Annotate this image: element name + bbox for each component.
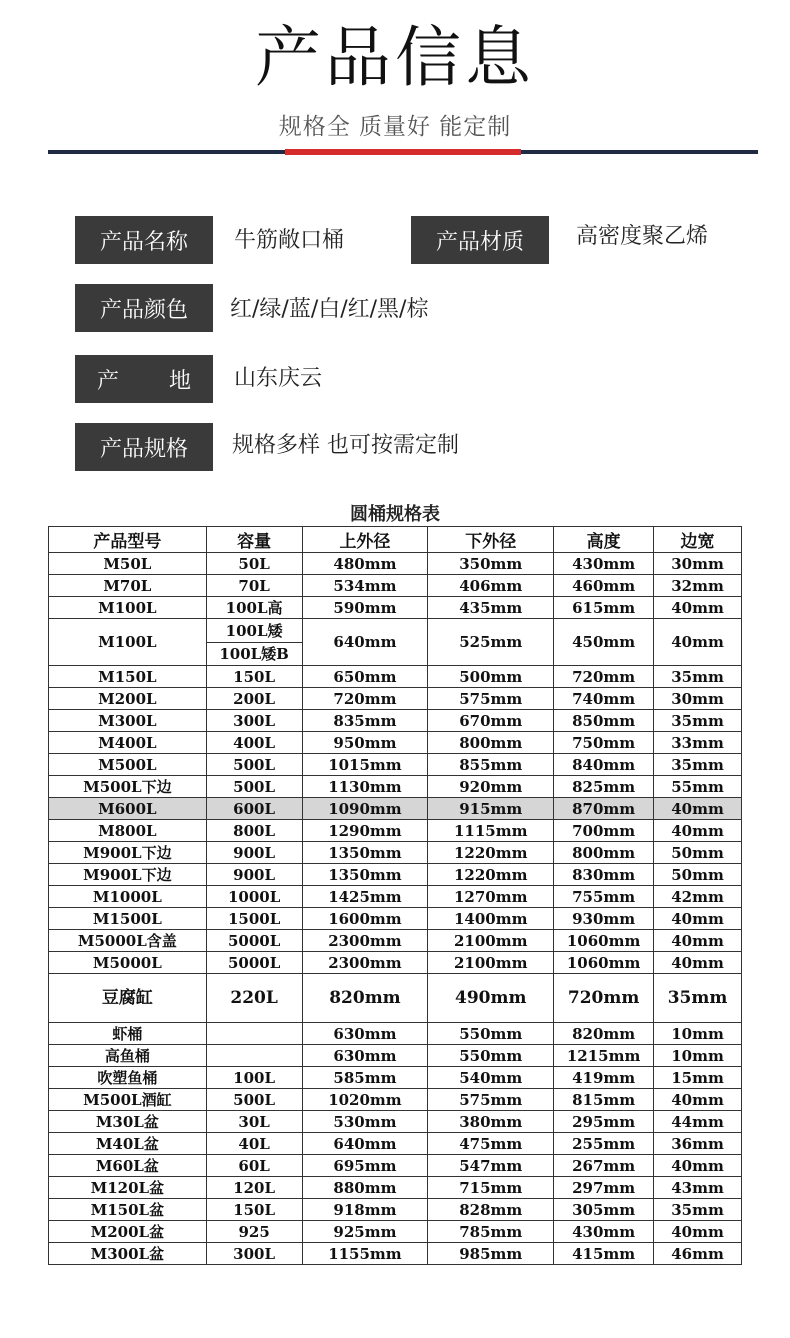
cell-model: M900L下边 [49,842,207,864]
cell-height: 720mm [554,974,654,1023]
cell-top-diameter: 1350mm [302,864,428,886]
capacity-option-b: 100L矮B [207,642,302,665]
product-origin-label [75,355,213,403]
product-material-label: 产品材质 [411,216,549,264]
table-row [49,842,742,864]
cell-model: M1500L [49,908,207,930]
cell-capacity: 500L [206,776,302,798]
table-row [49,1199,742,1221]
cell-height: 430mm [554,1221,654,1243]
table-row [49,666,742,688]
cell-rim-width: 40mm [654,597,742,619]
cell-model: M200L [49,688,207,710]
cell-top-diameter: 925mm [302,1221,428,1243]
cell-capacity: 500L [206,1089,302,1111]
cell-height: 750mm [554,732,654,754]
cell-top-diameter: 720mm [302,688,428,710]
cell-model: M60L盆 [49,1155,207,1177]
cell-capacity: 300L [206,710,302,732]
cell-height: 267mm [554,1155,654,1177]
cell-rim-width: 40mm [654,1089,742,1111]
table-row [49,1111,742,1133]
cell-model: M500L下边 [49,776,207,798]
cell-capacity: 1000L [206,886,302,908]
table-row [49,930,742,952]
cell-capacity: 500L [206,754,302,776]
cell-top-diameter: 630mm [302,1045,428,1067]
table-row [49,1067,742,1089]
cell-capacity: 100L高 [206,597,302,619]
cell-bottom-diameter: 350mm [428,553,554,575]
cell-top-diameter: 630mm [302,1023,428,1045]
capacity-option-a: 100L矮 [225,621,283,640]
product-spec-value: 规格多样 也可按需定制 [232,433,459,458]
cell-capacity: 50L [206,553,302,575]
cell-height: 840mm [554,754,654,776]
cell-rim-width: 43mm [654,1177,742,1199]
spec-table [48,526,742,1265]
table-row [49,1221,742,1243]
cell-top-diameter: 650mm [302,666,428,688]
table-row [49,1243,742,1265]
cell-bottom-diameter: 1400mm [428,908,554,930]
cell-capacity: 60L [206,1155,302,1177]
cell-height: 700mm [554,820,654,842]
cell-model: M500L酒缸 [49,1089,207,1111]
table-row [49,1177,742,1199]
origin-label-char-2: 地 [168,368,191,394]
cell-model: M300L [49,710,207,732]
cell-bottom-diameter: 490mm [428,974,554,1023]
cell-bottom-diameter: 2100mm [428,930,554,952]
cell-height: 850mm [554,710,654,732]
cell-capacity: 120L [206,1177,302,1199]
cell-rim-width: 35mm [654,1199,742,1221]
cell-capacity [206,1023,302,1045]
cell-rim-width: 15mm [654,1067,742,1089]
header-divider-accent [285,149,521,155]
cell-top-diameter: 1600mm [302,908,428,930]
cell-top-diameter: 695mm [302,1155,428,1177]
cell-height: 740mm [554,688,654,710]
cell-rim-width: 40mm [654,1221,742,1243]
cell-top-diameter: 480mm [302,553,428,575]
cell-height: 820mm [554,1023,654,1045]
cell-capacity: 220L [206,974,302,1023]
cell-capacity: 5000L [206,930,302,952]
cell-height: 720mm [554,666,654,688]
table-row [49,1155,742,1177]
table-row [49,732,742,754]
cell-bottom-diameter: 575mm [428,688,554,710]
cell-top-diameter: 1425mm [302,886,428,908]
cell-capacity: 200L [206,688,302,710]
cell-capacity [206,1045,302,1067]
table-row [49,688,742,710]
cell-model: M40L盆 [49,1133,207,1155]
cell-capacity: 400L [206,732,302,754]
cell-bottom-diameter: 547mm [428,1155,554,1177]
origin-label-char-1: 产 [97,368,120,394]
cell-model: 吹塑鱼桶 [49,1067,207,1089]
cell-rim-width: 30mm [654,553,742,575]
cell-model: 高鱼桶 [49,1045,207,1067]
product-material-value: 高密度聚乙烯 [576,224,709,249]
table-row [49,1023,742,1045]
cell-model: M120L盆 [49,1177,207,1199]
cell-model: 豆腐缸 [49,974,207,1023]
cell-top-diameter: 640mm [302,619,428,666]
cell-rim-width: 32mm [654,575,742,597]
cell-top-diameter: 1350mm [302,842,428,864]
cell-height: 430mm [554,553,654,575]
cell-model: M150L盆 [49,1199,207,1221]
cell-top-diameter: 1130mm [302,776,428,798]
cell-bottom-diameter: 1220mm [428,842,554,864]
cell-model: M500L [49,754,207,776]
cell-bottom-diameter: 855mm [428,754,554,776]
cell-top-diameter: 1015mm [302,754,428,776]
cell-model: M300L盆 [49,1243,207,1265]
cell-height: 305mm [554,1199,654,1221]
cell-top-diameter: 1155mm [302,1243,428,1265]
cell-bottom-diameter: 550mm [428,1045,554,1067]
cell-height: 615mm [554,597,654,619]
table-row [49,597,742,619]
table-row [49,974,742,1023]
cell-bottom-diameter: 985mm [428,1243,554,1265]
cell-top-diameter: 1020mm [302,1089,428,1111]
header-height: 高度 [554,527,654,553]
cell-bottom-diameter: 920mm [428,776,554,798]
cell-rim-width: 10mm [654,1045,742,1067]
table-row [49,575,742,597]
cell-bottom-diameter: 800mm [428,732,554,754]
table-row [49,754,742,776]
cell-bottom-diameter: 670mm [428,710,554,732]
cell-model: M900L下边 [49,864,207,886]
cell-bottom-diameter: 1115mm [428,820,554,842]
cell-model: M30L盆 [49,1111,207,1133]
cell-height: 460mm [554,575,654,597]
cell-height: 930mm [554,908,654,930]
cell-height: 450mm [554,619,654,666]
cell-height: 870mm [554,798,654,820]
cell-rim-width: 50mm [654,864,742,886]
cell-rim-width: 33mm [654,732,742,754]
table-row [49,864,742,886]
cell-capacity: 150L [206,1199,302,1221]
cell-height: 255mm [554,1133,654,1155]
cell-rim-width: 35mm [654,710,742,732]
cell-top-diameter: 534mm [302,575,428,597]
cell-rim-width: 35mm [654,974,742,1023]
cell-rim-width: 10mm [654,1023,742,1045]
header-model: 产品型号 [49,527,207,553]
cell-model: M400L [49,732,207,754]
cell-rim-width: 55mm [654,776,742,798]
cell-capacity: 5000L [206,952,302,974]
cell-top-diameter: 880mm [302,1177,428,1199]
cell-capacity: 100L [206,1067,302,1089]
cell-capacity: 600L [206,798,302,820]
cell-model: M70L [49,575,207,597]
product-spec-label: 产品规格 [75,423,213,471]
cell-bottom-diameter: 828mm [428,1199,554,1221]
table-row [49,1133,742,1155]
table-row [49,952,742,974]
cell-capacity: 30L [206,1111,302,1133]
cell-bottom-diameter: 2100mm [428,952,554,974]
page-subtitle: 规格全 质量好 能定制 [278,114,512,140]
header-bottom-diameter: 下外径 [428,527,554,553]
cell-rim-width: 36mm [654,1133,742,1155]
cell-height: 295mm [554,1111,654,1133]
cell-bottom-diameter: 525mm [428,619,554,666]
cell-height: 800mm [554,842,654,864]
cell-rim-width: 40mm [654,820,742,842]
cell-top-diameter: 918mm [302,1199,428,1221]
cell-rim-width: 40mm [654,908,742,930]
cell-bottom-diameter: 380mm [428,1111,554,1133]
spec-table-header-row [49,527,742,553]
table-row [49,710,742,732]
cell-height: 297mm [554,1177,654,1199]
cell-model: M150L [49,666,207,688]
cell-capacity: 925 [206,1221,302,1243]
header-rim-width: 边宽 [654,527,742,553]
cell-height: 1060mm [554,952,654,974]
cell-rim-width: 40mm [654,798,742,820]
cell-capacity: 70L [206,575,302,597]
header-top-diameter: 上外径 [302,527,428,553]
cell-model: 虾桶 [49,1023,207,1045]
cell-bottom-diameter: 575mm [428,1089,554,1111]
table-row [49,908,742,930]
spec-table-caption: 圆桶规格表 [350,504,440,525]
cell-model: M600L [49,798,207,820]
cell-model: M5000L [49,952,207,974]
cell-bottom-diameter: 715mm [428,1177,554,1199]
cell-rim-width: 46mm [654,1243,742,1265]
table-row [49,798,742,820]
cell-capacity: 900L [206,842,302,864]
cell-model: M50L [49,553,207,575]
table-row [49,1089,742,1111]
cell-rim-width: 35mm [654,754,742,776]
cell-height: 415mm [554,1243,654,1265]
spec-table-body [49,553,742,1265]
cell-rim-width: 40mm [654,1155,742,1177]
cell-height: 1215mm [554,1045,654,1067]
cell-rim-width: 44mm [654,1111,742,1133]
cell-bottom-diameter: 1220mm [428,864,554,886]
cell-height: 825mm [554,776,654,798]
cell-height: 419mm [554,1067,654,1089]
cell-capacity: 300L [206,1243,302,1265]
cell-capacity [206,619,302,666]
cell-bottom-diameter: 785mm [428,1221,554,1243]
cell-height: 755mm [554,886,654,908]
cell-bottom-diameter: 540mm [428,1067,554,1089]
cell-capacity: 1500L [206,908,302,930]
cell-height: 1060mm [554,930,654,952]
product-name-label: 产品名称 [75,216,213,264]
cell-top-diameter: 1290mm [302,820,428,842]
cell-top-diameter: 585mm [302,1067,428,1089]
cell-rim-width: 50mm [654,842,742,864]
cell-model: M5000L含盖 [49,930,207,952]
cell-bottom-diameter: 1270mm [428,886,554,908]
cell-capacity: 800L [206,820,302,842]
cell-model: M1000L [49,886,207,908]
cell-rim-width: 40mm [654,952,742,974]
cell-top-diameter: 820mm [302,974,428,1023]
cell-rim-width: 40mm [654,930,742,952]
cell-capacity: 900L [206,864,302,886]
cell-capacity: 40L [206,1133,302,1155]
cell-rim-width: 42mm [654,886,742,908]
cell-height: 815mm [554,1089,654,1111]
cell-bottom-diameter: 475mm [428,1133,554,1155]
table-row [49,1045,742,1067]
product-color-value: 红/绿/蓝/白/红/黑/棕 [230,297,429,322]
table-row [49,776,742,798]
cell-top-diameter: 590mm [302,597,428,619]
table-row [49,820,742,842]
cell-top-diameter: 640mm [302,1133,428,1155]
cell-bottom-diameter: 435mm [428,597,554,619]
table-row [49,553,742,575]
cell-top-diameter: 835mm [302,710,428,732]
cell-top-diameter: 530mm [302,1111,428,1133]
product-origin-value: 山东庆云 [234,366,323,391]
cell-model: M800L [49,820,207,842]
cell-model: M100L [49,619,207,666]
table-row [49,619,742,666]
cell-top-diameter: 950mm [302,732,428,754]
table-row [49,886,742,908]
page-title: 产品信息 [255,19,535,96]
cell-rim-width: 40mm [654,619,742,666]
cell-model: M200L盆 [49,1221,207,1243]
product-color-label: 产品颜色 [75,284,213,332]
cell-bottom-diameter: 500mm [428,666,554,688]
cell-top-diameter: 2300mm [302,930,428,952]
cell-rim-width: 35mm [654,666,742,688]
cell-rim-width: 30mm [654,688,742,710]
header-capacity: 容量 [206,527,302,553]
cell-bottom-diameter: 550mm [428,1023,554,1045]
cell-bottom-diameter: 406mm [428,575,554,597]
cell-top-diameter: 1090mm [302,798,428,820]
cell-bottom-diameter: 915mm [428,798,554,820]
cell-height: 830mm [554,864,654,886]
cell-top-diameter: 2300mm [302,952,428,974]
cell-capacity: 150L [206,666,302,688]
product-name-value: 牛筋敞口桶 [234,228,345,253]
cell-model: M100L [49,597,207,619]
